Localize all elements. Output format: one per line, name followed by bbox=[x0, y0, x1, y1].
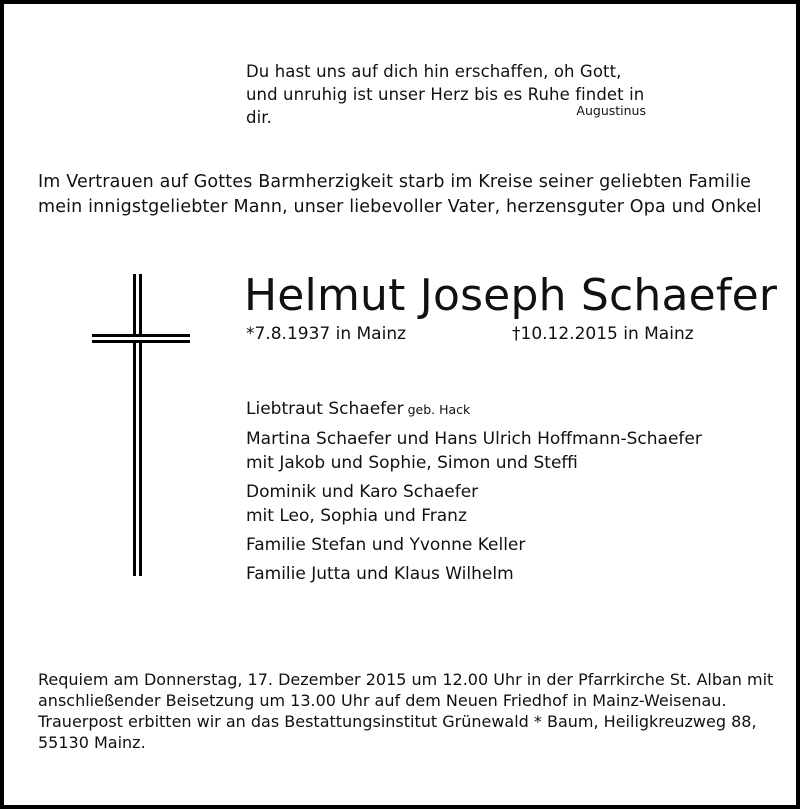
quote-author: Augustinus bbox=[576, 103, 646, 118]
quote-line-2: und unruhig ist unser Herz bis es Ruhe findet in dir. bbox=[246, 85, 645, 127]
family-group-3-line-2: mit Leo, Sophia und Franz bbox=[246, 506, 467, 526]
deceased-name: Helmut Joseph Schaefer bbox=[244, 270, 778, 321]
intro-line-2: mein innigstgeliebter Mann, unser liebevoller Vater, herzensguter Opa und Onkel bbox=[38, 197, 762, 217]
family-group-2 bbox=[246, 427, 766, 475]
family-list bbox=[246, 397, 766, 591]
family-group-5 bbox=[246, 562, 766, 586]
quote-block bbox=[246, 60, 666, 129]
spouse-birth-name: geb. Hack bbox=[407, 402, 471, 417]
requiem-line-3: Trauerpost erbitten wir an das Bestattungsinstitut Grünewald * Baum, Heiligkreuzweg 88, bbox=[38, 712, 757, 731]
requiem-line-2: anschließender Beisetzung um 13.00 Uhr auf dem Neuen Friedhof in Mainz-Weisenau. bbox=[38, 691, 727, 710]
requiem-info bbox=[38, 669, 783, 753]
double-line-cross-icon bbox=[92, 274, 194, 576]
family-group-2-line-2: mit Jakob und Sophie, Simon und Steffi bbox=[246, 453, 578, 473]
family-group-spouse bbox=[246, 397, 766, 422]
family-group-5-line-1: Familie Jutta und Klaus Wilhelm bbox=[246, 564, 514, 584]
requiem-line-4: 55130 Mainz. bbox=[38, 733, 146, 752]
death-date: †10.12.2015 in Mainz bbox=[512, 324, 694, 344]
family-group-4 bbox=[246, 533, 766, 557]
spouse-line bbox=[246, 397, 766, 422]
birth-date: *7.8.1937 in Mainz bbox=[246, 324, 407, 344]
family-group-3-line-1: Dominik und Karo Schaefer bbox=[246, 482, 479, 502]
quote-line-1: Du hast uns auf dich hin erschaffen, oh Gott, bbox=[246, 62, 622, 81]
requiem-line-1: Requiem am Donnerstag, 17. Dezember 2015 um 12.00 Uhr in der Pfarrkirche St. Alban mit bbox=[38, 670, 774, 689]
intro-text bbox=[38, 170, 778, 220]
family-group-4-line-1: Familie Stefan und Yvonne Keller bbox=[246, 535, 526, 555]
family-group-3 bbox=[246, 480, 766, 528]
intro-line-1: Im Vertrauen auf Gottes Barmherzigkeit starb im Kreise seiner geliebten Familie bbox=[38, 172, 752, 192]
spouse-name: Liebtraut Schaefer bbox=[246, 399, 404, 419]
family-group-2-line-1: Martina Schaefer und Hans Ulrich Hoffmann-Schaefer bbox=[246, 429, 702, 449]
